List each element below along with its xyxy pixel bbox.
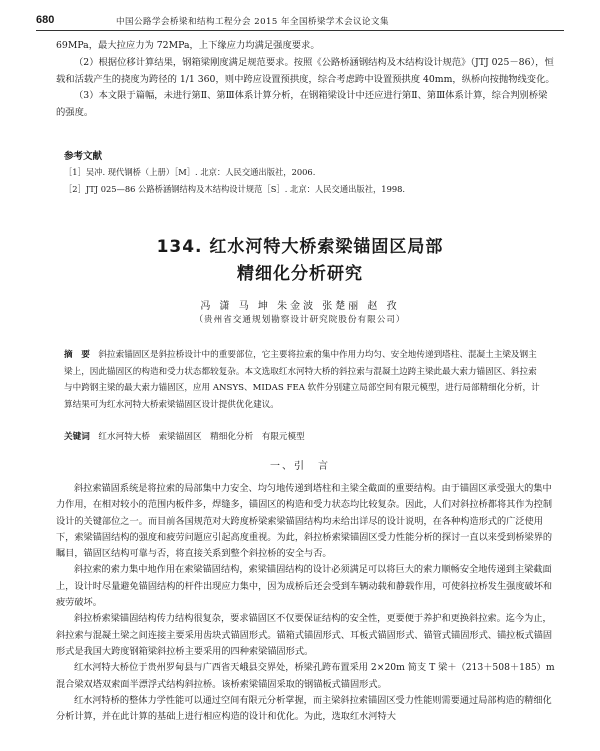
references-list [64, 164, 544, 197]
keywords-text: 红水河特大桥 索梁锚固区 精细化分析 有限元模型 [98, 432, 305, 442]
article-authors: 冯 潇 马 坤 朱金波 张楚丽 赵 孜 [200, 301, 400, 312]
article-title-line-2: 精细化分析研究 [237, 264, 363, 284]
article-affiliation: （贵州省交通规划勘察设计研究院股份有限公司） [194, 315, 406, 325]
abstract-label: 摘 要 [64, 350, 90, 360]
conclusion-paragraph-2: （2）根据位移计算结果，钢箱梁刚度满足规范要求。按照《公路桥涵钢结构及木结构设计规范》（JTJ 025－86），恒载和活载产生的挠度为跨径的 1/1 360，则中跨应设置预拱度，综合考虑跨中设置预拱度 40mm，纵桥向按抛物线变化。 [56, 56, 555, 85]
page-number: 680 [36, 14, 55, 26]
body-paragraph-3: 斜拉桥索梁锚固结构传力结构很复杂，要求锚固区不仅要保证结构的安全性，更要便于养护和更换斜拉索。迄今为止，斜拉索与混凝土梁之间连接主要采用齿块式锚固形式。锚箱式锚固形式、耳板式锚固形式、锚管式锚固形式、锚拉板式锚固形式是我国大跨度钢箱梁斜拉桥主要采用的四种索梁锚固形式。 [56, 613, 553, 657]
references-heading: 参考文献 [64, 151, 103, 162]
body-paragraph-4: 红水河特大桥位于贵州罗甸县与广西省天峨县交界处，桥梁孔跨布置采用 2×20m 简支 T 梁＋（213＋508＋185）m 混合梁双塔双索面半漂浮式结构斜拉桥。该桥索梁锚固采取的钢锚板式锚固形式。 [56, 662, 555, 690]
page-header [36, 14, 564, 31]
reference-item: ［2］JTJ 025—86 公路桥涵钢结构及木结构设计规范［S］. 北京：人民交通出版社，1998. [64, 183, 406, 194]
abstract [64, 347, 544, 413]
body-paragraph-5: 红水河特桥的整体力学性能可以通过空间有限元分析掌握，而主梁斜拉索锚固区受力性能则需要通过局部构造的精细化分析计算，并在此计算的基础上进行相应构造的设计和优化。为此，选取红水河特大 [56, 694, 552, 723]
introduction-body [56, 481, 556, 725]
keywords [64, 430, 544, 442]
previous-article-conclusions [56, 38, 556, 122]
conclusion-paragraph-3: （3）本文限于篇幅，未进行第Ⅱ、第Ⅲ体系计算分析，在钢箱梁设计中还应进行第Ⅱ、第Ⅲ体系计算，综合判别桥梁的强度。 [56, 90, 548, 119]
running-title: 中国公路学会桥梁和结构工程分会 2015 年全国桥梁学术会议论文集 [116, 17, 390, 27]
article-title-line-1: 134. 红水河特大桥索梁锚固区局部 [156, 237, 444, 257]
body-paragraph-1: 斜拉索锚固系统是将拉索的局部集中力安全、均匀地传递到塔柱和主梁全截面的重要结构。由于锚固区承受强大的集中力作用，在相对较小的范围内板件多，焊缝多，锚固区的构造和受力状态均比较复杂。因此，人们对斜拉桥都将其作为控制设计的关键部位之一。而目前各国规范对大跨度桥梁索梁锚固结构均未给出详尽的设计说明，在各种构造形式的广泛使用下，索梁锚固结构的强度和疲劳问题应引起高度重视。为此，斜拉桥索梁锚固区受力性能分析的探讨一直以来受到桥梁界的瞩目，锚固区结构可靠与否，将直接关系到整个斜拉桥的安全与否。 [56, 483, 553, 560]
body-paragraph-2: 斜拉索的索力集中地作用在索梁锚固结构，索梁锚固结构的设计必须满足可以将巨大的索力顺畅安全地传递到主梁截面上，设计时尽量避免锚固结构的杆件出现应力集中，因为成桥后还会受到车辆动载和静载作用，可使斜拉桥发生强度破坏和疲劳破坏。 [56, 564, 553, 609]
keywords-label: 关键词 [64, 432, 90, 442]
conclusion-paragraph-1-tail: 69MPa，最大拉应力为 72MPa，上下缘应力均满足强度要求。 [56, 40, 320, 51]
section-heading-introduction: 一、引 言 [270, 461, 330, 472]
abstract-text: 斜拉索锚固区是斜拉桥设计中的重要部位，它主要将拉索的集中作用力均匀、安全地传递到塔柱、混凝土主梁及钢主梁上，因此锚固区的构造和受力状态都较复杂。本文选取红水河特大桥的斜拉索与混凝土边跨主梁此最大索力锚固区、斜拉索与中跨钢主梁的最大索力锚固区，应用 ANSYS、MIDAS FEA 软件分别建立局部空间有限元模型，进行局部精细化分析，计算结果可为红水河特大桥索梁锚固区设计提供优化建议。 [64, 350, 540, 410]
reference-item: ［1］吴冲. 现代钢桥（上册）［M］. 北京：人民交通出版社，2006. [64, 167, 316, 177]
